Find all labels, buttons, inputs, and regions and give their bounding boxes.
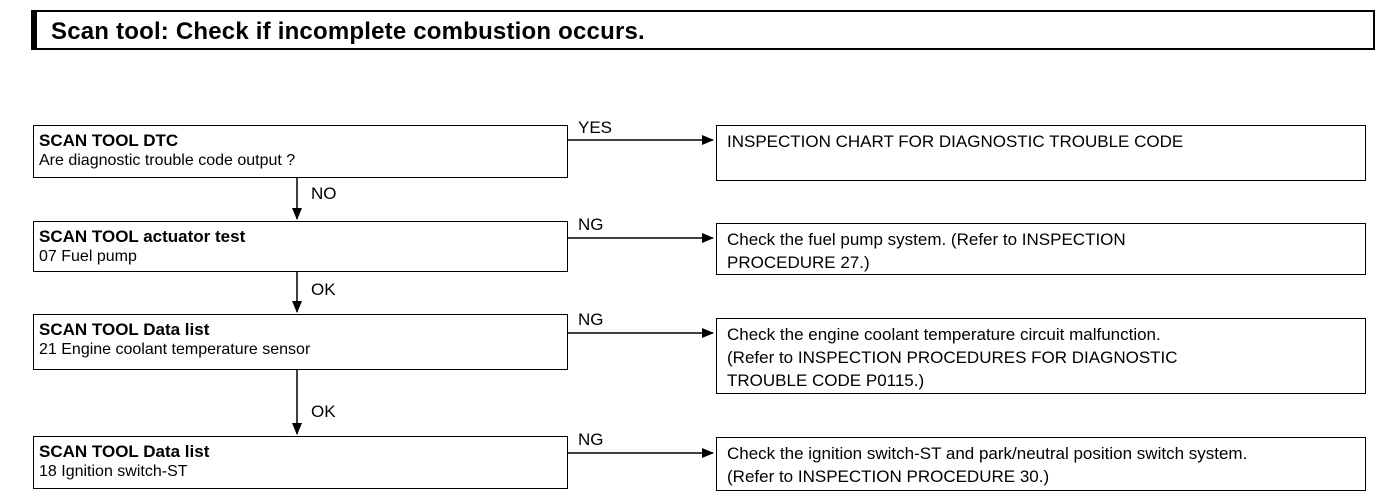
- branch-label-ng: NG: [578, 430, 604, 449]
- branch-label-yes: YES: [578, 118, 613, 137]
- down-label-no: NO: [311, 184, 337, 203]
- step-detail: 07 Fuel pump: [39, 248, 137, 265]
- step-detail: 18 Ignition switch-ST: [39, 463, 188, 480]
- step-heading: SCAN TOOL Data list: [39, 442, 210, 461]
- down-label-ok: OK: [311, 402, 336, 421]
- result-line: Check the ignition switch-ST and park/neutral position switch system.: [727, 444, 1248, 463]
- step-detail: 21 Engine coolant temperature sensor: [39, 341, 311, 358]
- result-line: (Refer to INSPECTION PROCEDURES FOR DIAGNOSTIC: [727, 348, 1178, 367]
- page-title: Scan tool: Check if incomplete combustion occurs.: [51, 18, 645, 45]
- down-label-ok: OK: [311, 280, 336, 299]
- step-heading: SCAN TOOL actuator test: [39, 227, 246, 246]
- branch-label-ng: NG: [578, 215, 604, 234]
- branch-label-ng: NG: [578, 310, 604, 329]
- result-line: INSPECTION CHART FOR DIAGNOSTIC TROUBLE CODE: [727, 132, 1184, 151]
- step-detail: Are diagnostic trouble code output ?: [39, 152, 296, 169]
- result-line: Check the engine coolant temperature circuit malfunction.: [727, 325, 1161, 344]
- result-line: (Refer to INSPECTION PROCEDURE 30.): [727, 467, 1050, 486]
- result-line: PROCEDURE 27.): [727, 253, 870, 272]
- result-line: TROUBLE CODE P0115.): [727, 371, 925, 390]
- result-line: Check the fuel pump system. (Refer to INSPECTION: [727, 230, 1126, 249]
- step-heading: SCAN TOOL DTC: [39, 131, 179, 150]
- step-heading: SCAN TOOL Data list: [39, 320, 210, 339]
